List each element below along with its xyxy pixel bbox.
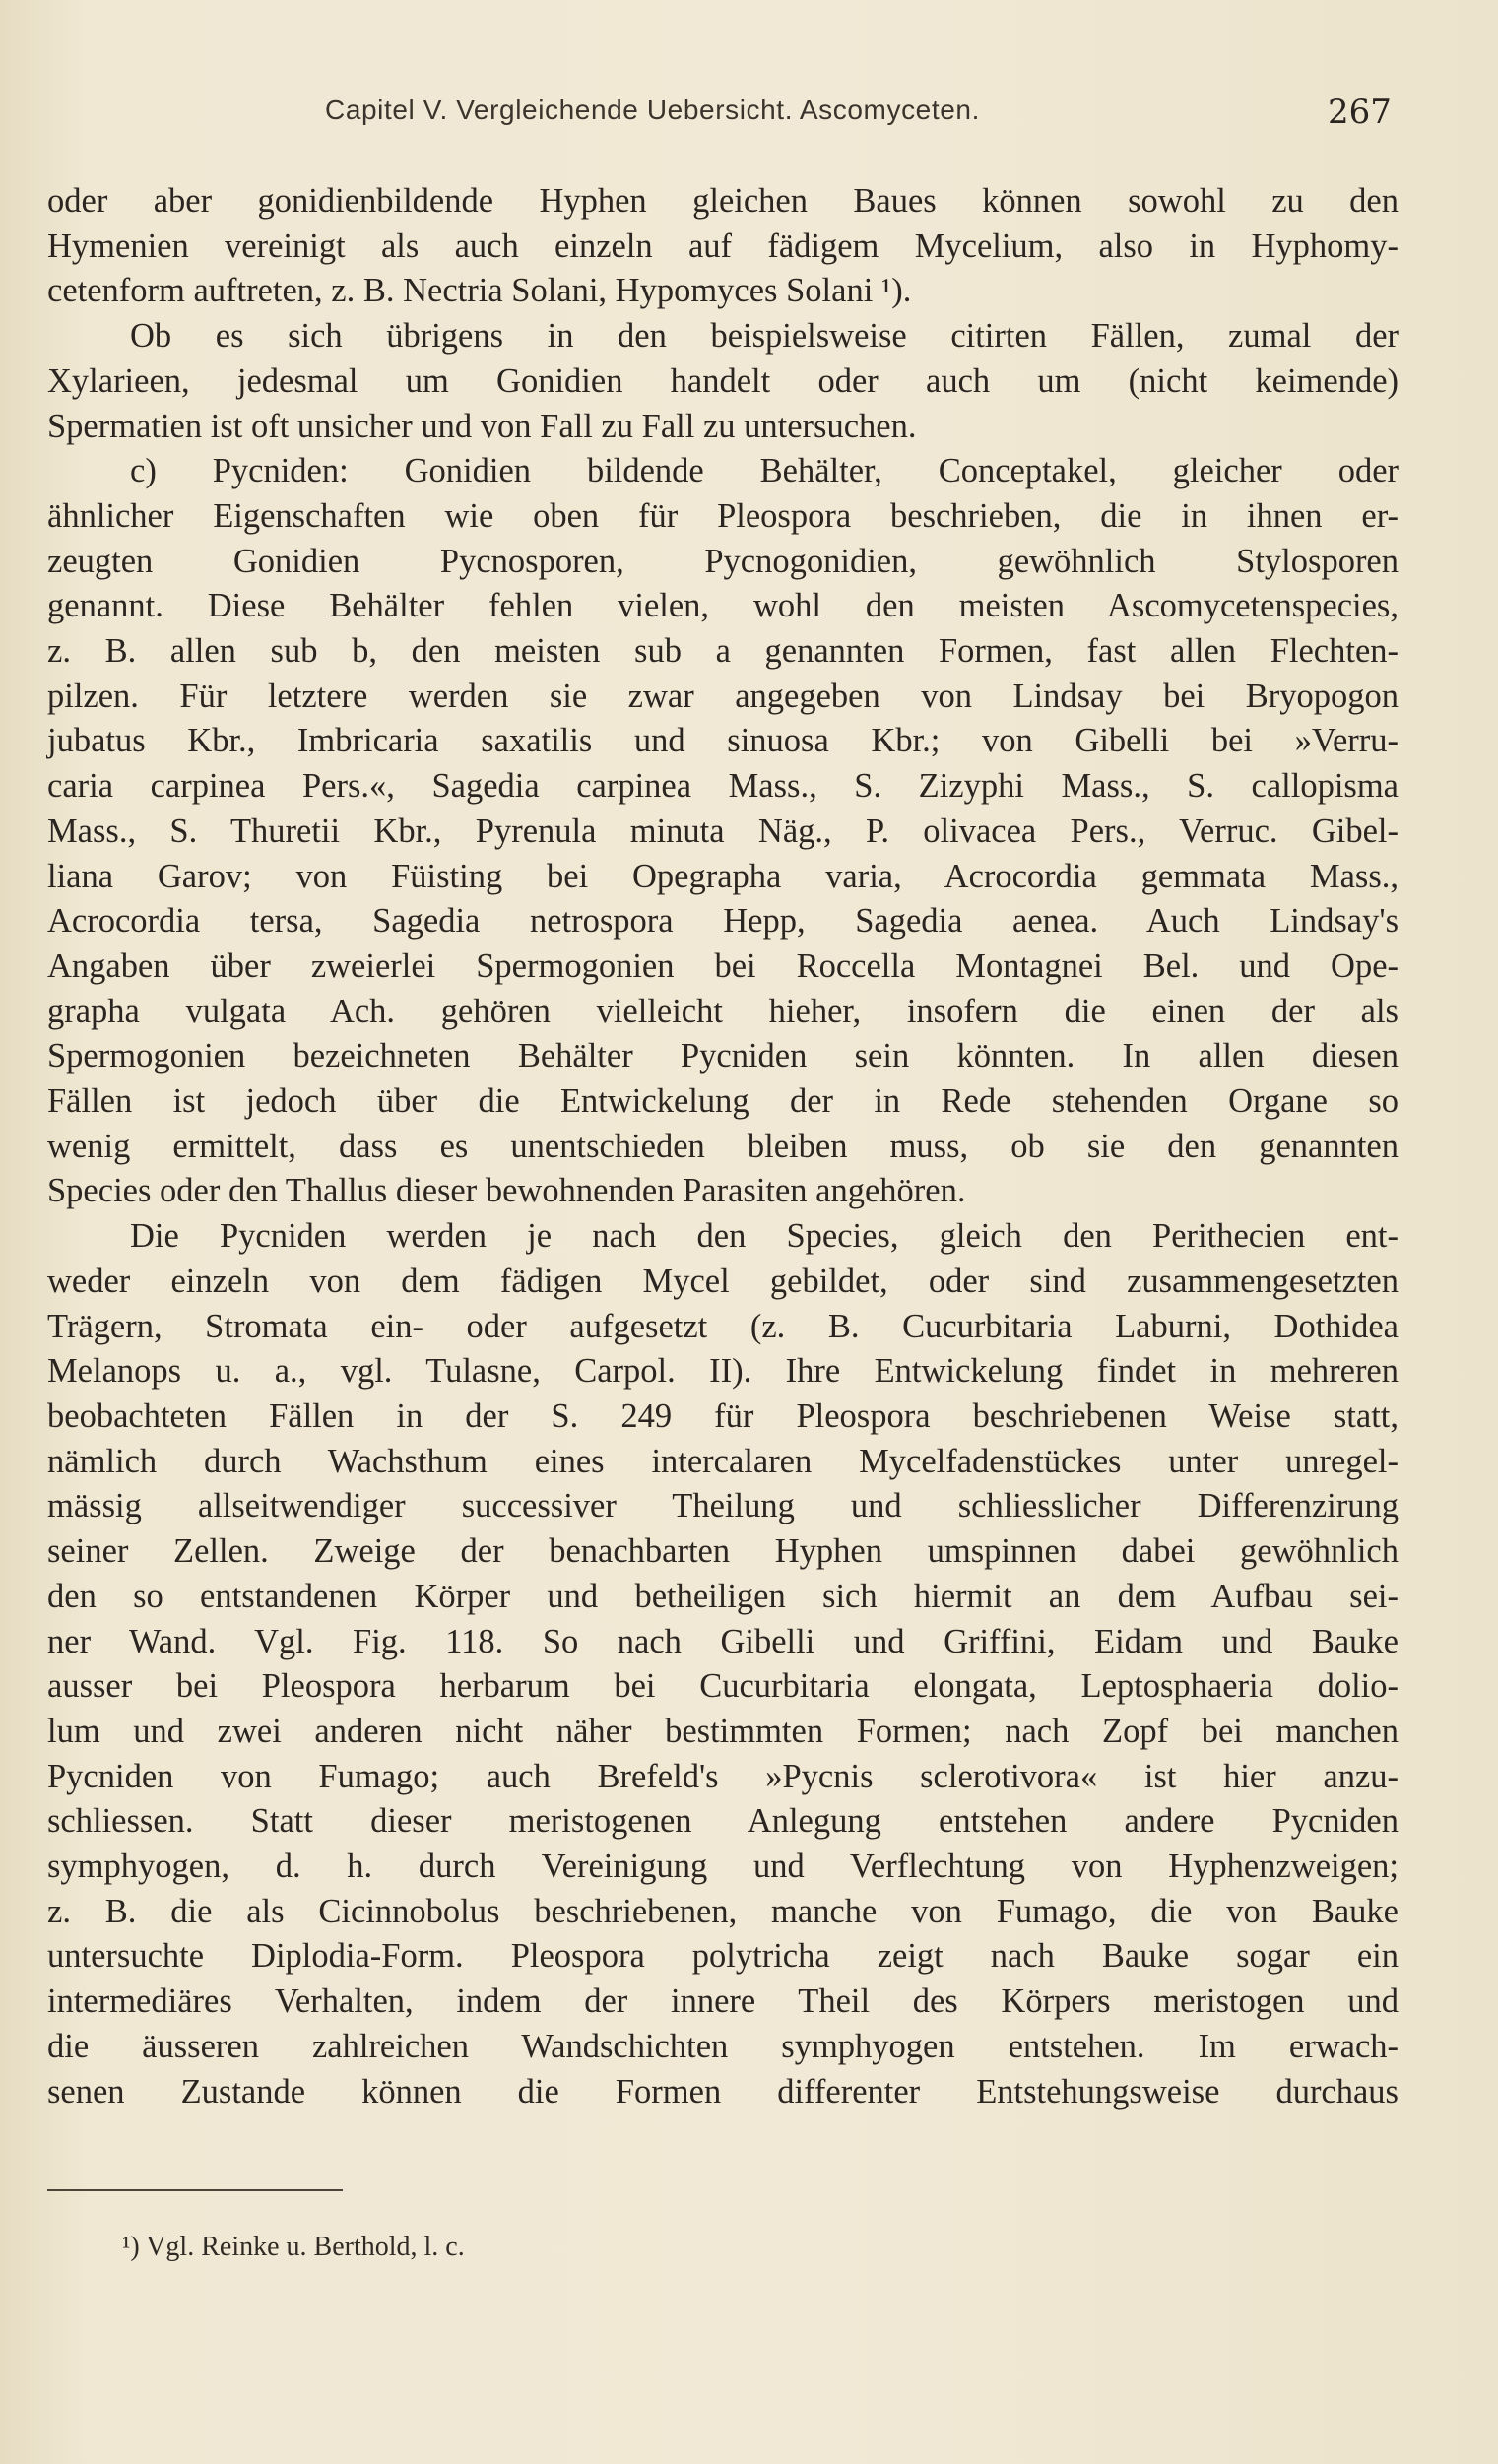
body-text — [47, 179, 1399, 2114]
text-line: jubatus Kbr., Imbricaria saxatilis und sinuosa Kbr.; von Gibelli bei »Verru- — [47, 722, 1399, 760]
text-line: Species oder den Thallus dieser bewohnenden Parasiten angehören. — [47, 1172, 966, 1210]
text-line: grapha vulgata Ach. gehören vielleicht hieher, insofern die einen der als — [47, 992, 1399, 1030]
running-head: Capitel V. Vergleichende Uebersicht. Ascomyceten. — [325, 95, 980, 125]
text-line: zeugten Gonidien Pycnosporen, Pycnogonidien, gewöhnlich Stylosporen — [47, 542, 1399, 580]
text-line: oder aber gonidienbildende Hyphen gleichen Baues können sowohl zu den — [47, 182, 1399, 220]
text-line: Acrocordia tersa, Sagedia netrospora Hepp, Sagedia aenea. Auch Lindsay's — [47, 902, 1399, 940]
text-line: z. B. die als Cicinnobolus beschriebenen, manche von Fumago, die von Bauke — [47, 1892, 1399, 1930]
text-line: genannt. Diese Behälter fehlen vielen, wohl den meisten Ascomycetenspecies, — [47, 587, 1399, 625]
footnote-divider — [47, 2189, 343, 2191]
page-number: 267 — [1328, 93, 1392, 132]
text-line: intermediäres Verhalten, indem der innere Theil des Körpers meristogen und — [47, 1982, 1399, 2021]
text-line: mässig allseitwendiger successiver Theilung und schliesslicher Differenzirung — [47, 1487, 1399, 1525]
text-line: Mass., S. Thuretii Kbr., Pyrenula minuta Näg., P. olivacea Pers., Verruc. Gibel- — [47, 811, 1399, 850]
text-line: liana Garov; von Füisting bei Opegrapha varia, Acrocordia gemmata Mass., — [47, 857, 1399, 895]
text-line: senen Zustande können die Formen differenter Entstehungsweise durchaus — [47, 2072, 1399, 2110]
text-line: ner Wand. Vgl. Fig. 118. So nach Gibelli und Griffini, Eidam und Bauke — [47, 1622, 1399, 1660]
text-line: den so entstandenen Körper und betheiligen sich hiermit an dem Aufbau sei- — [47, 1577, 1399, 1615]
text-line: seiner Zellen. Zweige der benachbarten Hyphen umspinnen dabei gewöhnlich — [47, 1532, 1399, 1571]
text-line: ähnlicher Eigenschaften wie oben für Pleospora beschrieben, die in ihnen er- — [47, 496, 1399, 535]
text-line: lum und zwei anderen nicht näher bestimmten Formen; nach Zopf bei manchen — [47, 1712, 1399, 1750]
text-line: beobachteten Fällen in der S. 249 für Pleospora beschriebenen Weise statt, — [47, 1396, 1399, 1435]
text-line: Pycniden von Fumago; auch Brefeld's »Pycnis sclerotivora« ist hier anzu- — [47, 1757, 1399, 1795]
text-line: untersuchte Diplodia-Form. Pleospora polytricha zeigt nach Bauke sogar ein — [47, 1937, 1399, 1976]
text-line: pilzen. Für letztere werden sie zwar angegeben von Lindsay bei Bryopogon — [47, 677, 1399, 715]
footnote: ¹) Vgl. Reinke u. Berthold, l. c. — [122, 2232, 465, 2262]
text-line: Spermogonien bezeichneten Behälter Pycniden sein könnten. In allen diesen — [47, 1037, 1399, 1075]
text-line: Fällen ist jedoch über die Entwickelung der in Rede stehenden Organe so — [47, 1082, 1399, 1121]
text-line: Melanops u. a., vgl. Tulasne, Carpol. II). Ihre Entwickelung findet in mehreren — [47, 1352, 1399, 1391]
text-line: Spermatien ist oft unsicher und von Fall zu Fall zu untersuchen. — [47, 407, 917, 445]
text-line: nämlich durch Wachsthum eines intercalaren Mycelfadenstückes unter unregel- — [47, 1442, 1399, 1480]
text-line: ausser bei Pleospora herbarum bei Cucurbitaria elongata, Leptosphaeria dolio- — [47, 1667, 1399, 1706]
text-line: die äusseren zahlreichen Wandschichten symphyogen entstehen. Im erwach- — [47, 2027, 1399, 2065]
text-line: weder einzeln von dem fädigen Mycel gebildet, oder sind zusammengesetzten — [47, 1262, 1399, 1300]
text-line: cetenform auftreten, z. B. Nectria Solani, Hypomyces Solani ¹). — [47, 272, 912, 310]
text-line: z. B. allen sub b, den meisten sub a genannten Formen, fast allen Flechten- — [47, 632, 1399, 671]
text-line: Die Pycniden werden je nach den Species, gleich den Perithecien ent- — [130, 1217, 1399, 1256]
text-line: c) Pycniden: Gonidien bildende Behälter, Conceptakel, gleicher oder — [130, 452, 1399, 490]
text-line: Hymenien vereinigt als auch einzeln auf fädigem Mycelium, also in Hyphomy- — [47, 227, 1399, 265]
text-line: symphyogen, d. h. durch Vereinigung und Verflechtung von Hyphenzweigen; — [47, 1848, 1399, 1886]
text-line: Ob es sich übrigens in den beispielsweise citirten Fällen, zumal der — [130, 317, 1399, 356]
text-line: Angaben über zweierlei Spermogonien bei Roccella Montagnei Bel. und Ope- — [47, 946, 1399, 985]
page-header — [0, 95, 1498, 144]
text-line: Trägern, Stromata ein- oder aufgesetzt (z. B. Cucurbitaria Laburni, Dothidea — [47, 1307, 1399, 1345]
text-line: Xylarieen, jedesmal um Gonidien handelt oder auch um (nicht keimende) — [47, 361, 1399, 400]
text-line: schliessen. Statt dieser meristogenen Anlegung entstehen andere Pycniden — [47, 1802, 1399, 1841]
text-line: caria carpinea Pers.«, Sagedia carpinea Mass., S. Zizyphi Mass., S. callopisma — [47, 767, 1399, 806]
text-line: wenig ermittelt, dass es unentschieden bleiben muss, ob sie den genannten — [47, 1127, 1399, 1165]
